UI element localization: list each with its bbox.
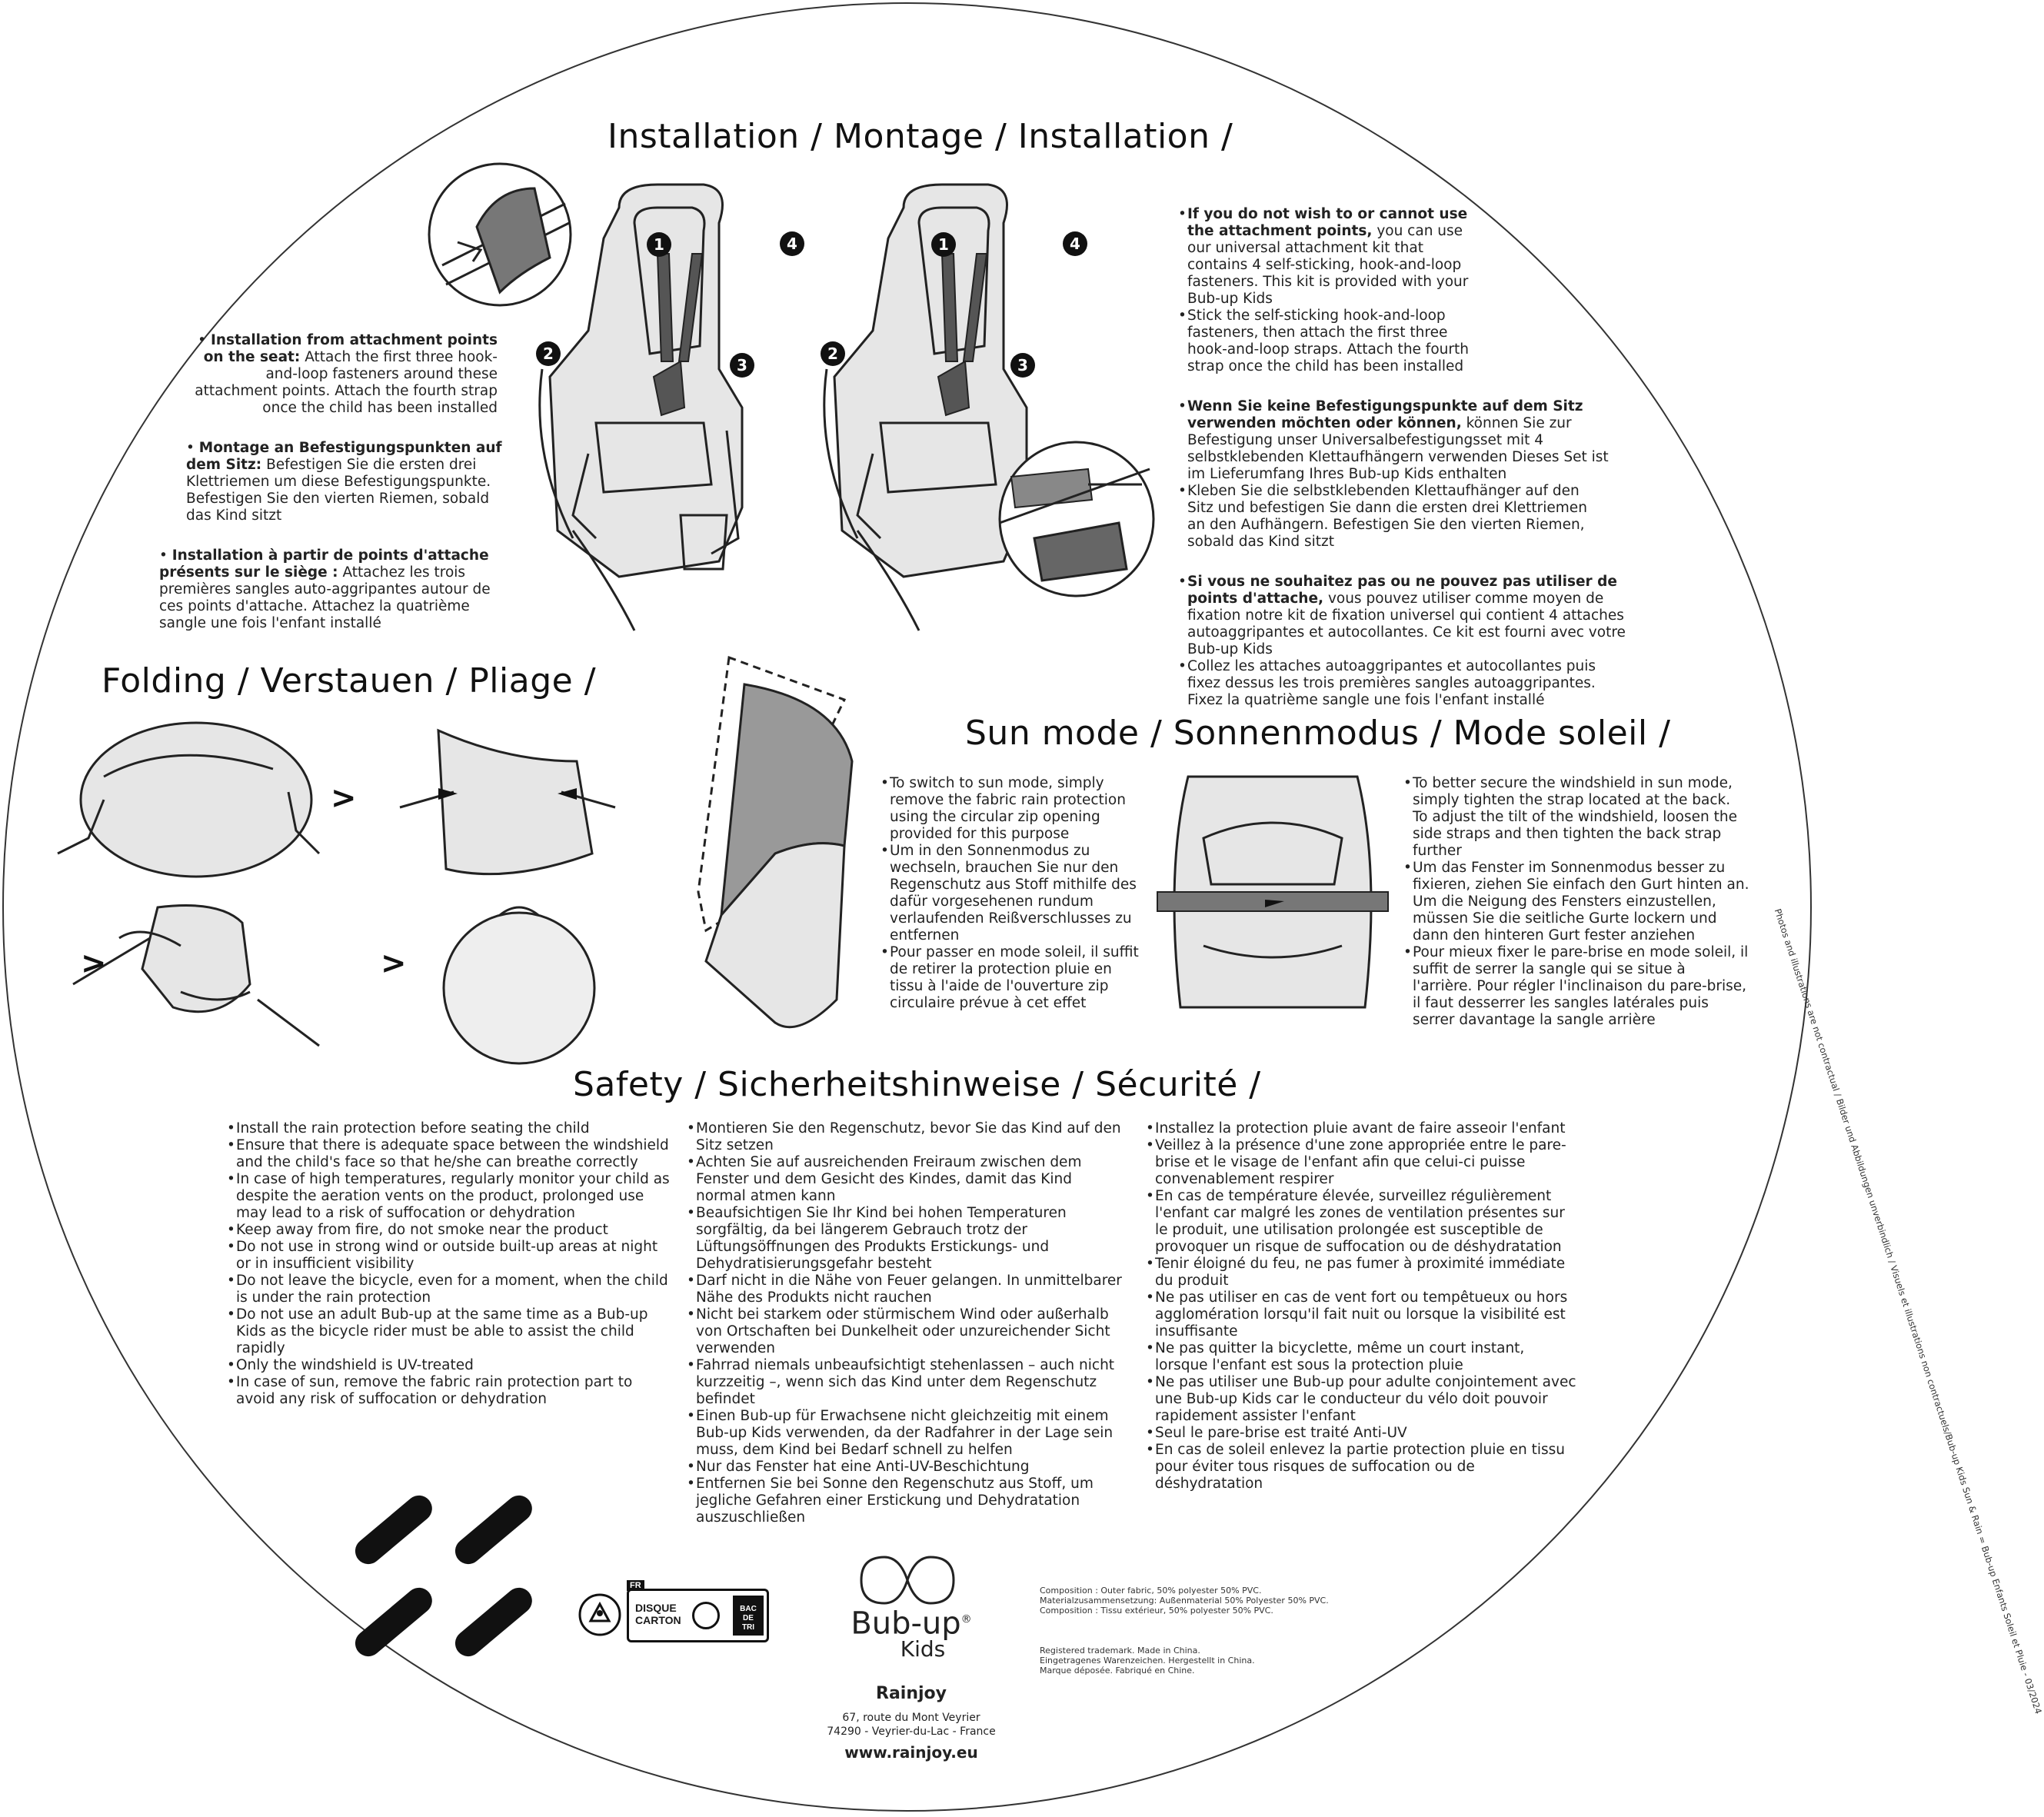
safety-de-item: • Beaufsichtigen Sie Ihr Kind bei hohen Temperaturen sorgfältig, da bei längerem Gebrauch trotz der Lüftungsöffnungen des Produkts Erstickungs- und Dehydratisierungsgefahr besteht	[687, 1205, 1125, 1273]
safety-en-item: • In case of high temperatures, regularly monitor your child as despite the aeration vents on the product, prolonged use may lead to a risk of suffocation or dehydration	[227, 1171, 673, 1222]
sun-mode-back-strap-illustration	[1157, 777, 1388, 1007]
safety-fr-item: • Installez la protection pluie avant de faire asseoir l'enfant	[1146, 1120, 1576, 1137]
hook-loop-detail-illustration	[996, 438, 1157, 600]
triman-recycle-icon	[577, 1592, 623, 1638]
folding-step-2-illustration	[384, 715, 631, 900]
safety-de-item: • Achten Sie auf ausreichenden Freiraum zwischen dem Fenster und dem Gesicht des Kindes, damit das Kind normal atmen kann	[687, 1154, 1125, 1205]
universal-kit-en-text: you can use our universal attachment kit that contains 4 self-sticking, hook-and-loop fasteners. This kit is provided with your Bub-up Kids	[1187, 223, 1469, 307]
safety-en-item: • Keep away from fire, do not smoke near the product	[227, 1222, 673, 1239]
company-website-link[interactable]: www.rainjoy.eu	[844, 1743, 978, 1762]
folding-arrow-2: >	[81, 946, 107, 981]
installation-title: Installation / Montage / Installation /	[608, 117, 1233, 156]
universal-kit-fr-text-2: • Collez les attaches autoaggripantes et autocollantes puis fixez dessus les trois premières sangles autoaggripantes. Fixez la quatrième sangle une fois l'enfant installé	[1178, 658, 1632, 709]
safety-en-item: • Only the windshield is UV-treated	[227, 1357, 673, 1374]
svg-text:2: 2	[543, 344, 554, 363]
safety-de-item: • Darf nicht in die Nähe von Feuer gelangen. In unmittelbarer Nähe des Produkts nicht rauchen	[687, 1273, 1125, 1306]
sun-strap-en-text: • To better secure the windshield in sun mode, simply tighten the strap located at the back. To adjust the tilt of the windshield, loosen the side straps and then tighten the back strap further	[1403, 775, 1749, 860]
universal-kit-fr-bold: Si vous ne souhaitez pas ou ne pouvez pas utiliser de points d'attache,	[1187, 574, 1617, 607]
company-address-line-1: 67, route du Mont Veyrier	[842, 1712, 980, 1724]
safety-en-item: • Ensure that there is adequate space between the windshield and the child's face so that he/she can breathe correctly	[227, 1137, 673, 1171]
svg-text:4: 4	[787, 235, 797, 253]
safety-fr-item: • En cas de soleil enlevez la partie protection pluie en tissu pour éviter tous risques de suffocation ou de déshydratation	[1146, 1442, 1576, 1493]
disclaimer-text: Photos and illustrations are not contractual / Bilder und Abbildungen unverbindlich / Visuels et illustrations non contractuels/Bub-up Kids Sun & Rain = Bub-up Enfants Soleil et Pluie - 03/2024	[1772, 907, 2044, 1716]
installation-fr-bold: Installation à partir de points d'attache présents sur le siège :	[159, 547, 489, 581]
sun-strap-de-text: • Um das Fenster im Sonnenmodus besser zu fixieren, ziehen Sie einfach den Gurt hinten an. Um die Neigung des Fensters einzustellen, müssen Sie die seitliche Gurte lockern und dann den hinteren Gurt fester anziehen	[1403, 860, 1749, 944]
installation-right-text	[1178, 206, 1626, 732]
installation-en-block: • Installation from attachment points on the seat: Attach the first three hook-and-loop fasteners around these attachment points. Attach the fourth strap once the child has been installed	[195, 332, 498, 416]
safety-fr-item: • Ne pas quitter la bicyclette, même un court instant, lorsque l'enfant est sous la protection pluie	[1146, 1340, 1576, 1374]
installation-fr-text: Attachez les trois premières sangles auto-aggripantes autour de ces points d'attache. Attachez la quatrième sangle une fois l'enfant installé	[159, 564, 491, 631]
folding-arrow-1: >	[331, 780, 357, 816]
universal-kit-en-text-2: • Stick the self-sticking hook-and-loop fasteners, then attach the first three hook-and-loop straps. Attach the fourth strap once the child has been installed	[1178, 308, 1486, 375]
installation-de-bold: Montage an Befestigungspunkten auf dem Sitz:	[186, 440, 502, 473]
bub-up-infinity-logo	[854, 1553, 961, 1607]
safety-de-item: • Einen Bub-up für Erwachsene nicht gleichzeitig mit einem Bub-up Kids verwenden, da der Radfahrer in der Lage sein muss, dem Kind bei Bedarf schnell zu helfen	[687, 1408, 1125, 1459]
recycling-country-label: FR	[627, 1580, 644, 1591]
sun-strap-fr-text: • Pour mieux fixer le pare-brise en mode soleil, il suffit de serrer la sangle qui se situe à l'arrière. Pour régler l'inclinaison du pare-brise, il faut desserrer les sangles latérales puis serrer davantage la sangle arrière	[1403, 944, 1749, 1029]
safety-en-item: • Install the rain protection before seating the child	[227, 1120, 673, 1137]
company-address-line-2: 74290 - Veyrier-du-Lac - France	[827, 1725, 996, 1738]
svg-text:3: 3	[737, 356, 747, 374]
sun-mode-right-text	[1403, 775, 1749, 1029]
company-info	[800, 1684, 1023, 1762]
safety-de-item: • Nur das Fenster hat eine Anti-UV-Beschichtung	[687, 1459, 1125, 1476]
recycling-bin-icon: BAC DE TRI	[733, 1596, 764, 1636]
universal-kit-de-bold: Wenn Sie keine Befestigungspunkte auf dem Sitz verwenden möchten oder können,	[1187, 398, 1583, 431]
seat-illustration-attachment-points	[527, 177, 788, 638]
safety-fr-item: • En cas de température élevée, surveillez régulièrement l'enfant car malgré les zones de ventilation présentes sur le produit, une utilisation prolongée est susceptible de provoquer un risque de suffocation ou de déshydratation	[1146, 1188, 1576, 1256]
safety-en-item: • Do not leave the bicycle, even for a moment, when the child is under the rain protection	[227, 1273, 673, 1306]
installation-de-block: • Montage an Befestigungspunkten auf dem Sitz: Befestigen Sie die ersten drei Klettriemen um diese Befestigungspunkte. Befestigen Sie den vierten Riemen, sobald das Kind sitzt	[186, 440, 502, 524]
safety-en-item: • Do not use an adult Bub-up at the same time as a Bub-up Kids as the bicycle rider must be able to assist the child rapidly	[227, 1306, 673, 1357]
safety-de-item: • Nicht bei starkem oder stürmischem Wind oder außerhalb von Ortschaften bei Dunkelheit oder unzureichender Sicht verwenden	[687, 1306, 1125, 1357]
universal-kit-de-text-2: • Kleben Sie die selbstklebenden Klettaufhänger auf den Sitz und befestigen Sie dann die ersten drei Klettriemen an den Aufhängern. Befestigen Sie den vierten Riemen, sobald das Kind sitzt	[1178, 483, 1609, 551]
safety-fr-item: • Ne pas utiliser en cas de vent fort ou tempêtueux ou hors agglomération lorsqu'il fait nuit ou lorsque la visibilité est insuffisante	[1146, 1290, 1576, 1340]
universal-kit-en-bold: If you do not wish to or cannot use the attachment points,	[1187, 206, 1468, 239]
safety-de-item: • Entfernen Sie bei Sonne den Regenschutz aus Stoff, um jegliche Gefahren einer Erstickung und Dehydratation auszuschließen	[687, 1476, 1125, 1526]
sun-mode-de-text: • Um in den Sonnenmodus zu wechseln, brauchen Sie nur den Regenschutz aus Stoff mithilfe des dafür vorgesehenen rundum verlaufenden Reißverschlusses zu entfernen	[881, 843, 1146, 944]
safety-fr-item: • Veillez à la présence d'une zone appropriée entre le pare-brise et le visage de l'enfant afin que celui-ci puisse convenablement respirer	[1146, 1137, 1576, 1188]
folding-step-4-illustration	[427, 892, 611, 1069]
safety-fr-item: • Ne pas utiliser une Bub-up pour adulte conjointement avec une Bub-up Kids car le conducteur du vélo doit pouvoir rapidement assister l'enfant	[1146, 1374, 1576, 1425]
safety-de-list	[687, 1120, 1125, 1526]
svg-text:4: 4	[1070, 235, 1080, 253]
sun-mode-en-text: • To switch to sun mode, simply remove the fabric rain protection using the circular zip opening provided for this purpose	[881, 775, 1146, 843]
marker-4-seat-1	[777, 231, 807, 261]
folding-step-1-illustration	[58, 715, 327, 900]
folding-arrow-3: >	[381, 946, 407, 981]
folding-title: Folding / Verstauen / Pliage /	[102, 661, 597, 701]
safety-title: Safety / Sicherheitshinweise / Sécurité /	[573, 1065, 1261, 1104]
company-name: Rainjoy	[876, 1684, 947, 1703]
svg-text:2: 2	[827, 344, 838, 363]
universal-kit-fr-block	[1178, 574, 1632, 709]
brand-registered: ®	[960, 1613, 972, 1626]
trademark-info: Registered trademark. Made in China. Eingetragenes Warenzeichen. Hergestellt in China. Marque déposée. Fabriqué en Chine.	[1040, 1646, 1255, 1676]
installation-en-bold: Installation from attachment points on the seat:	[203, 332, 498, 365]
safety-fr-item: • Seul le pare-brise est traité Anti-UV	[1146, 1425, 1576, 1442]
universal-kit-fr-text: vous pouvez utiliser comme moyen de fixation notre kit de fixation universel qui contient 4 attaches autoaggripantes et autocollantes. Ce kit est fourni avec votre Bub-up Kids	[1187, 591, 1626, 657]
safety-de-item: • Fahrrad niemals unbeaufsichtigt stehenlassen – auch nicht kurzzeitig –, wenn sich das Kind unter dem Regenschutz befindet	[687, 1357, 1125, 1408]
svg-text:1: 1	[938, 235, 949, 254]
installation-fr-block: • Installation à partir de points d'attache présents sur le siège : Attachez les trois premières sangles auto-aggripantes autour de ces points d'attache. Attachez la quatrième sangle une fois l'enfant installé	[159, 547, 491, 631]
recycling-info-badge	[627, 1581, 769, 1642]
recycling-circle-icon	[692, 1602, 720, 1629]
universal-kit-de-text: können Sie zur Befestigung unser Universalbefestigungsset mit 4 selbstklebenden Klettaufhängern verwenden Dieses Set ist im Lieferumfang Ihres Bub-up Kids enthalten	[1187, 415, 1609, 482]
safety-en-item: • In case of sun, remove the fabric rain protection part to avoid any risk of suffocation or dehydration	[227, 1374, 673, 1408]
universal-kit-en-block	[1178, 206, 1609, 375]
svg-text:3: 3	[1017, 356, 1028, 374]
sun-mode-windshield-illustration	[683, 654, 875, 1046]
recycling-material-label: DISQUE CARTON	[635, 1602, 681, 1626]
svg-text:1: 1	[654, 235, 664, 254]
composition-info: Composition : Outer fabric, 50% polyester 50% PVC. Materialzusammensetzung: Außenmaterial 50% Polyester 50% PVC. Composition : Tissu extérieur, 50% polyester 50% PVC.	[1040, 1586, 1329, 1616]
safety-de-item: • Montieren Sie den Regenschutz, bevor Sie das Kind auf den Sitz setzen	[687, 1120, 1125, 1154]
safety-fr-list	[1146, 1120, 1576, 1493]
sun-mode-fr-text: • Pour passer en mode soleil, il suffit de retirer la protection pluie en tissu à l'aide de l'ouverture zip circulaire prévue à cet effet	[881, 944, 1146, 1012]
sun-mode-title: Sun mode / Sonnenmodus / Mode soleil /	[965, 714, 1671, 753]
safety-fr-item: • Tenir éloigné du feu, ne pas fumer à proximité immédiate du produit	[1146, 1256, 1576, 1290]
safety-en-list	[227, 1120, 673, 1408]
installation-left-text	[159, 332, 509, 655]
marker-4-seat-2	[1060, 231, 1090, 261]
installation-de-text: Befestigen Sie die ersten drei Klettriemen um diese Befestigungspunkte. Befestigen Sie den vierten Riemen, sobald das Kind sitzt	[186, 457, 491, 524]
hook-loop-strips-illustration	[342, 1476, 550, 1661]
brand-name: Bub-up	[851, 1606, 961, 1642]
brand-logo	[834, 1603, 988, 1662]
brand-kids: Kids	[900, 1636, 946, 1662]
safety-en-item: • Do not use in strong wind or outside built-up areas at night or in insufficient visibility	[227, 1239, 673, 1273]
installation-en-text: Attach the first three hook-and-loop fasteners around these attachment points. Attach the fourth strap once the child has been installed	[195, 349, 498, 416]
sun-mode-left-text	[881, 775, 1146, 1012]
universal-kit-de-block	[1178, 398, 1609, 551]
